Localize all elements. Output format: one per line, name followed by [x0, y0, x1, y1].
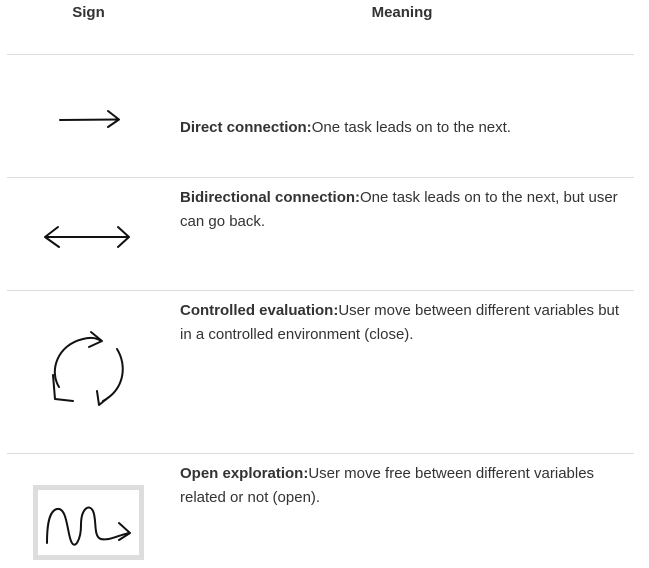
table-header [7, 0, 634, 55]
term-label: Open exploration: [180, 465, 309, 482]
sign-cell [7, 55, 170, 177]
term-label: Direct connection: [180, 119, 312, 136]
meaning-column-header: Meaning [371, 4, 433, 21]
term-description: User move free between different variables related or not (open). [180, 465, 595, 506]
meaning-cell [180, 116, 630, 140]
meaning-cell [180, 299, 630, 347]
term-label: Bidirectional connection: [180, 189, 361, 206]
squiggle-arrow-icon [33, 485, 144, 560]
sign-cell [7, 291, 170, 453]
table-row [7, 55, 634, 178]
right-arrow-icon [57, 105, 127, 135]
meaning-cell [180, 462, 630, 510]
circular-arrows-icon [45, 327, 135, 417]
sign-cell [7, 178, 170, 290]
term-label: Controlled evaluation: [180, 302, 339, 319]
term-description: One task leads on to the next, but user can go back. [180, 189, 618, 230]
table-row [7, 454, 634, 568]
term-description: User move between different variables but in a controlled environment (close). [180, 302, 620, 343]
sign-cell [7, 454, 170, 568]
double-arrow-icon [41, 222, 137, 252]
table-row [7, 291, 634, 454]
signs-table [7, 0, 634, 568]
term-description: One task leads on to the next. [311, 119, 511, 136]
sign-column-header: Sign [72, 4, 105, 21]
meaning-cell [180, 186, 630, 234]
table-row [7, 178, 634, 291]
